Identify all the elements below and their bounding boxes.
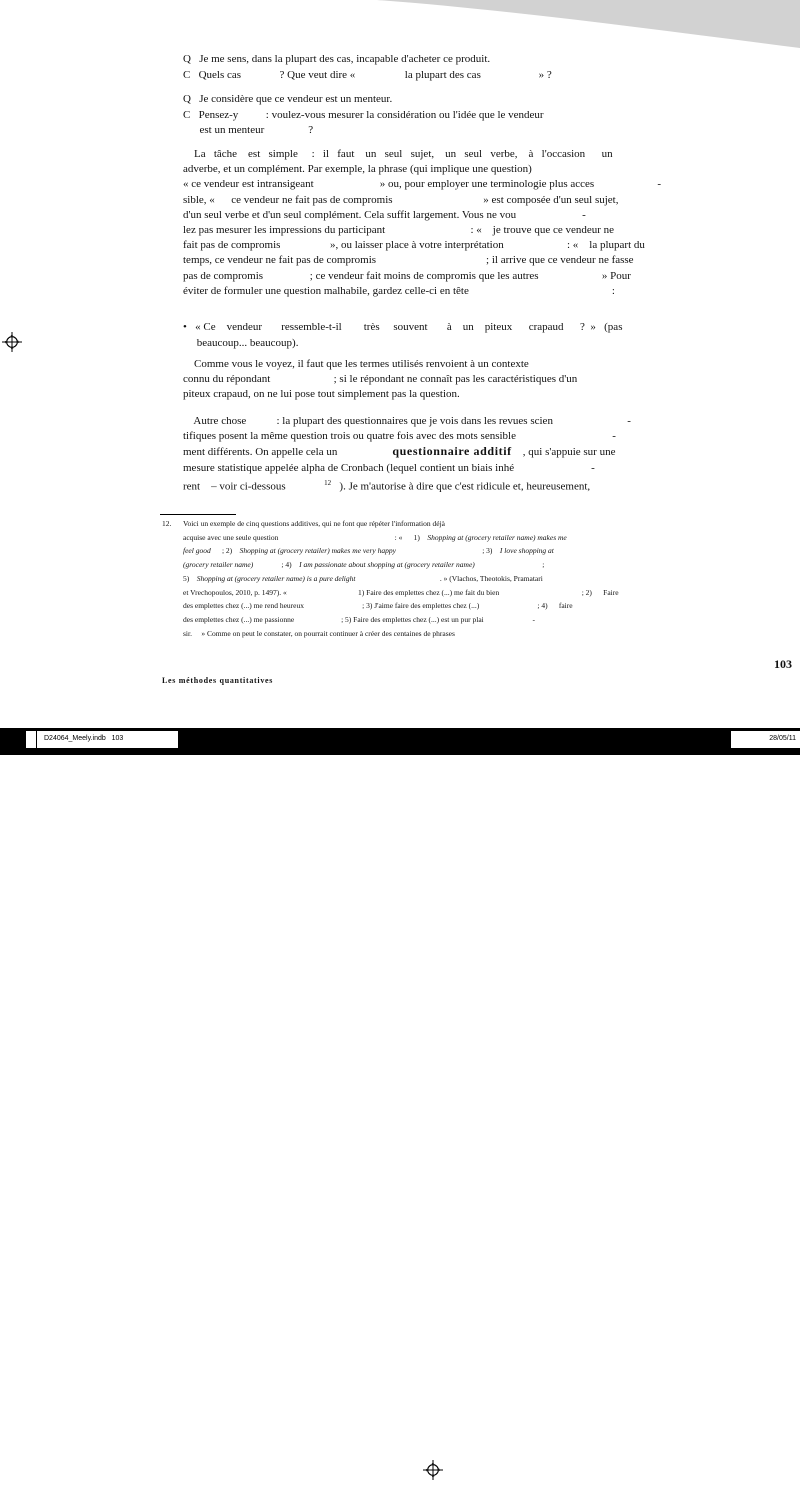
footnote-12-text (183, 517, 645, 640)
paragraph-task-simple (183, 147, 662, 299)
text-line (183, 269, 635, 284)
text-segment: 5) (183, 573, 197, 583)
text-segment: Q Je considère que ce vendeur est un menteur. (183, 93, 393, 105)
text-segment: rent – voir ci-dessous (183, 480, 325, 493)
text-line (183, 52, 635, 68)
text-segment: et Vrechopoulos, 2010, p. 1497). « 1) Faire des emplettes chez (...) me fait du bien ; 2) Faire (183, 587, 619, 597)
text-segment: sir. » Comme on peut le constater, on pourrait continuer à créer des centaines de phrases (183, 628, 455, 638)
text-segment: éviter de formuler une question malhabile, gardez celle-ci en tête : (183, 284, 615, 297)
text-line (183, 284, 635, 299)
text-segment: des emplettes chez (...) me rend heureux ; 3) J'aime faire des emplettes chez (...) ; 4) faire (183, 601, 573, 611)
text-line (183, 599, 645, 613)
text-line (183, 444, 635, 460)
text-segment: (grocery retailer name) (183, 560, 254, 570)
text-line (183, 558, 645, 572)
text-segment: , qui s'appuie sur une (511, 446, 616, 459)
text-line (183, 627, 645, 641)
text-segment: I love shopping at (499, 546, 554, 556)
text-segment: sible, « ce vendeur ne fait pas de compromis » est composée d'un seul sujet, (183, 193, 619, 206)
text-segment: Shopping at (grocery retailer name) makes me (427, 532, 567, 542)
text-segment: fait pas de compromis », ou laisser place à votre interprétation : « la plupart du (183, 239, 645, 252)
text-line (183, 208, 635, 223)
slug-date: 28/05/11 (769, 735, 796, 742)
text-segment: Comme vous le voyez, il faut que les termes utilisés renvoient à un contexte (183, 358, 529, 370)
text-segment: connu du répondant ; si le répondant ne connaît pas les caractéristiques d'un (183, 373, 578, 386)
paragraph-context (183, 357, 635, 403)
text-segment: lez pas mesurer les impressions du participant : « je trouve que ce vendeur ne (183, 224, 615, 237)
text-line (183, 336, 635, 352)
text-line (183, 68, 635, 84)
text-segment: tifiques posent la même question trois ou quatre fois avec des mots sensible - (183, 430, 616, 443)
text-line (183, 586, 645, 600)
bullet-example (183, 320, 635, 351)
slug-bar (0, 728, 800, 755)
paragraph-autre-chose (183, 414, 635, 495)
page-number: 103 (774, 657, 792, 671)
text-segment: d'un seul verbe et d'un seul complément. Cela suffit largement. Vous ne vou - (183, 208, 586, 221)
qa-block-2 (183, 92, 635, 139)
text-segment: Q Je me sens, dans la plupart des cas, incapable d'acheter ce produit. (183, 53, 491, 65)
text-line (183, 147, 635, 162)
text-line (183, 372, 635, 387)
text-segment: • « Ce vendeur ressemble-t-il très souvent à un piteux crapaud ? » (pas (183, 321, 623, 333)
text-line (183, 223, 635, 238)
text-segment: piteux crapaud, on ne lui pose tout simplement pas la question. (183, 388, 460, 401)
text-segment: pas de compromis ; ce vendeur fait moins de compromis que les autres » Pour (183, 269, 631, 282)
text-segment: feel good (183, 546, 211, 556)
text-segment: adverbe, et un complément. Par exemple, la phrase (qui implique une question) (183, 163, 532, 176)
text-segment: ; 2) (210, 546, 240, 556)
text-segment: Shopping at (grocery retailer) makes me very happy (239, 546, 396, 556)
text-segment: . » (Vlachos, Theotokis, Pramatari (355, 573, 543, 583)
text-line (183, 387, 635, 402)
registration-mark-icon (2, 332, 22, 352)
running-footer: Les méthodes quantitatives (162, 676, 274, 685)
text-segment: C Pensez-y : voulez-vous mesurer la considération ou l'idée que le vendeur (183, 108, 544, 121)
text-segment: est un menteur ? (183, 124, 314, 137)
qa-block-1 (183, 52, 635, 83)
text-segment: des emplettes chez (...) me passionne ; 5) Faire des emplettes chez (...) est un pur plai - (183, 614, 535, 624)
text-segment: temps, ce vendeur ne fait pas de compromis ; il arrive que ce vendeur ne fasse (183, 254, 634, 267)
page-curl-wedge (0, 0, 800, 52)
text-segment: questionnaire additif (392, 444, 512, 459)
text-line (183, 238, 645, 253)
text-segment: La tâche est simple : il faut un seul sujet, un seul verbe, à l'occasion un (183, 148, 613, 160)
text-segment: mesure statistique appelée alpha de Cronbach (lequel contient un biais inhé - (183, 461, 595, 474)
text-line (183, 572, 645, 586)
text-line (183, 357, 635, 372)
text-segment: beaucoup... beaucoup). (183, 336, 299, 349)
text-segment: 12 (324, 478, 332, 487)
text-segment: Shopping at (grocery retailer name) is a pure delight (196, 573, 356, 583)
text-line (183, 123, 635, 139)
text-segment: ; (474, 560, 545, 570)
text-line (183, 613, 645, 627)
text-line (183, 544, 645, 558)
text-line (183, 531, 645, 545)
text-segment: ; 4) (253, 560, 300, 570)
text-segment: ). Je m'autorise à dire que c'est ridicule et, heureusement, (331, 480, 591, 493)
text-line (183, 429, 635, 444)
text-line (183, 476, 635, 495)
text-line (183, 193, 635, 208)
text-line (183, 414, 635, 429)
footnote-separator (160, 514, 236, 515)
registration-mark-icon (423, 1460, 443, 1480)
slug-patch-left (26, 731, 178, 748)
text-segment: acquise avec une seule question : « 1) (183, 532, 428, 542)
text-segment: Autre chose : la plupart des questionnaires que je vois dans les revues scien - (183, 415, 631, 427)
text-line (183, 162, 635, 177)
text-segment: Voici un exemple de cinq questions additives, qui ne font que répéter l'information déjà (183, 519, 445, 528)
slug-filename: D24064_Meely.indb 103 (44, 735, 124, 742)
text-line (183, 461, 635, 476)
text-segment: « ce vendeur est intransigeant » ou, pour employer une terminologie plus acces - (183, 178, 662, 191)
slug-patch-right (731, 731, 800, 748)
footnote-number: 12. (162, 519, 172, 528)
text-segment: ; 3) (395, 546, 500, 556)
slug-patch-center (420, 1457, 446, 1483)
text-segment: C Quels cas ? Que veut dire « la plupart des cas » ? (183, 68, 552, 81)
text-segment: I am passionate about shopping at (grocery retailer name) (299, 560, 475, 570)
text-line (183, 517, 645, 531)
text-line (183, 108, 635, 124)
text-line (183, 253, 635, 268)
text-line (183, 320, 635, 336)
crop-mark-line (36, 731, 37, 748)
text-line (183, 92, 635, 108)
text-segment: ment différents. On appelle cela un (183, 446, 393, 459)
text-line (183, 177, 662, 192)
